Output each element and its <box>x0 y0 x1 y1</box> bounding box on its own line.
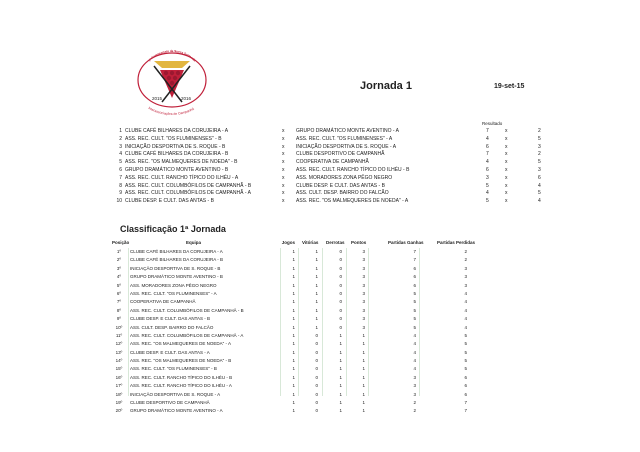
match-home-score: 6 <box>486 143 489 150</box>
match-away-team: CLUBE DESP. E CULT. DAS ANTAS - B <box>296 182 385 189</box>
cell-position: 7º <box>116 299 122 305</box>
cell-pontos: 1 <box>362 383 365 389</box>
cell-perdidas: 6 <box>464 383 467 389</box>
match-number: 3 <box>119 143 122 150</box>
match-score-separator: x <box>505 128 508 134</box>
cell-position: 13º <box>115 349 123 355</box>
cell-ganhas: 4 <box>413 358 416 364</box>
cell-perdidas: 5 <box>464 358 467 364</box>
cell-ganhas: 6 <box>413 282 416 288</box>
cell-ganhas: 7 <box>413 249 416 254</box>
cell-derrotas: 0 <box>339 324 342 330</box>
match-versus: x <box>282 182 285 189</box>
cell-vitorias: 0 <box>315 391 318 397</box>
match-away-team: ASS. CULT. DESP. BAIRRO DO FALCÃO <box>296 190 389 197</box>
cell-position: 11º <box>115 332 123 338</box>
cell-derrotas: 0 <box>339 299 342 305</box>
header-perdidas: Partidas Perdidas <box>437 240 476 245</box>
cell-ganhas: 5 <box>413 316 416 322</box>
match-versus: x <box>282 143 285 150</box>
cell-vitorias: 0 <box>315 358 318 364</box>
cell-pontos: 1 <box>362 341 365 347</box>
match-away-team: ASS. REC. CULT. "OS FLUMINENSES" - A <box>296 135 393 142</box>
cell-ganhas: 3 <box>413 374 416 380</box>
cell-jogos: 1 <box>292 249 295 254</box>
cell-team: GRUPO DRAMÁTICO MONTE AVENTINO - A <box>130 408 223 414</box>
cell-vitorias: 1 <box>315 282 318 288</box>
cell-team: CLUBE DESP. E CULT. DAS ANTAS - A <box>130 349 210 355</box>
cell-team: INICIAÇÃO DESPORTIVA DE S. ROQUE - A <box>130 391 221 397</box>
cell-perdidas: 4 <box>464 307 467 313</box>
cell-position: 6º <box>116 290 122 296</box>
cell-ganhas: 5 <box>413 299 416 305</box>
cell-vitorias: 1 <box>315 307 318 313</box>
cell-pontos: 3 <box>362 282 365 288</box>
cell-pontos: 1 <box>362 391 365 397</box>
cell-team: ASS. REC. CULT. RANCHO TÍPICO DO ILHÉU - A <box>130 383 232 389</box>
cell-perdidas: 5 <box>464 341 467 347</box>
match-home-team: CLUBE CAFÉ BILHARES DA CORUJEIRA - B <box>125 151 229 158</box>
match-number: 6 <box>119 167 122 173</box>
cell-derrotas: 1 <box>339 332 342 338</box>
cell-jogos: 1 <box>292 383 295 389</box>
cell-team: ASS. REC. CULT. COLUMBÓFILOS DE CAMPANHÃ - B <box>130 307 244 313</box>
cell-perdidas: 3 <box>464 282 467 288</box>
cell-derrotas: 0 <box>339 265 342 271</box>
cell-jogos: 1 <box>292 299 295 305</box>
match-home-score: 5 <box>486 182 489 189</box>
match-versus: x <box>282 128 285 134</box>
match-score-separator: x <box>505 174 508 181</box>
match-score-separator: x <box>505 182 508 189</box>
cell-pontos: 3 <box>362 299 365 305</box>
column-divider <box>346 248 347 396</box>
cell-pontos: 3 <box>362 274 365 280</box>
match-row <box>0 159 640 166</box>
match-home-score: 4 <box>486 135 489 142</box>
cell-position: 5º <box>116 282 122 288</box>
jornada-date: 19-set-15 <box>494 83 525 90</box>
cell-derrotas: 1 <box>339 391 342 397</box>
match-home-score: 4 <box>486 190 489 197</box>
column-divider <box>298 248 299 396</box>
match-number: 4 <box>119 151 122 158</box>
match-home-score: 7 <box>486 128 489 134</box>
cell-team: CLUBE DESP. E CULT. DAS ANTAS - B <box>130 316 211 322</box>
match-home-team: ASS. REC. CULT. COLUMBÓFILOS DE CAMPANHÃ - B <box>125 182 252 189</box>
logo-top-text: 1º Campeonato da Sueca Sorteada <box>147 48 197 63</box>
cell-pontos: 1 <box>362 358 365 364</box>
match-away-score: 4 <box>538 198 541 205</box>
cell-jogos: 1 <box>292 391 295 397</box>
match-number: 2 <box>119 135 122 142</box>
match-number: 8 <box>119 182 122 189</box>
cell-pontos: 1 <box>362 400 365 406</box>
cell-perdidas: 4 <box>464 324 467 330</box>
cell-position: 4º <box>116 274 122 280</box>
match-home-score: 3 <box>486 174 489 181</box>
cell-pontos: 1 <box>362 332 365 338</box>
match-away-team: INICIAÇÃO DESPORTIVA DE S. ROQUE - A <box>296 143 397 150</box>
match-away-score: 5 <box>538 135 541 142</box>
match-home-team: GRUPO DRAMÁTICO MONTE AVENTINO - B <box>125 167 229 173</box>
match-away-team: ASS. REC. "OS MALMEQUERES DE NOEDA" - A <box>296 198 409 205</box>
cell-perdidas: 5 <box>464 332 467 338</box>
match-away-team: GRUPO DRAMÁTICO MONTE AVENTINO - A <box>296 128 399 134</box>
cell-position: 1º <box>116 249 122 254</box>
cell-jogos: 1 <box>292 366 295 372</box>
cell-pontos: 1 <box>362 366 365 372</box>
cell-team: CLUBE DESPORTIVO DE CAMPANHÃ <box>130 400 210 406</box>
cell-vitorias: 1 <box>315 299 318 305</box>
cell-derrotas: 0 <box>339 307 342 313</box>
match-row <box>0 183 640 190</box>
cell-derrotas: 1 <box>339 374 342 380</box>
page-title: Jornada 1 <box>360 80 412 92</box>
match-away-team: ASS. REC. CULT. RANCHO TÍPICO DO ILHÉU - B <box>296 167 410 173</box>
cell-position: 15º <box>115 366 123 372</box>
cell-derrotas: 0 <box>339 282 342 288</box>
match-row <box>0 128 640 135</box>
cell-derrotas: 1 <box>339 383 342 389</box>
cell-vitorias: 0 <box>315 383 318 389</box>
cell-jogos: 1 <box>292 290 295 296</box>
match-away-team: CLUBE DESPORTIVO DE CAMPANHÃ <box>296 151 385 158</box>
match-versus: x <box>282 159 285 166</box>
cell-pontos: 3 <box>362 265 365 271</box>
header-team: Equipa <box>186 240 202 245</box>
cell-ganhas: 3 <box>413 391 416 397</box>
column-divider <box>128 248 129 396</box>
cell-derrotas: 1 <box>339 400 342 406</box>
match-home-score: 6 <box>486 167 489 173</box>
cell-vitorias: 1 <box>315 257 318 263</box>
cell-position: 14º <box>115 358 123 364</box>
match-away-team: COOPERATIVA DE CAMPANHÃ <box>296 159 369 166</box>
match-versus: x <box>282 135 285 142</box>
cell-ganhas: 2 <box>413 408 416 414</box>
cell-ganhas: 4 <box>413 341 416 347</box>
match-home-team: CLUBE DESP. E CULT. DAS ANTAS - B <box>125 198 214 205</box>
match-number: 7 <box>119 174 122 181</box>
logo-bottom-text: Interassociações de Campanhã <box>147 105 195 116</box>
cell-vitorias: 0 <box>315 349 318 355</box>
cell-jogos: 1 <box>292 332 295 338</box>
cell-vitorias: 0 <box>315 366 318 372</box>
match-home-team: INICIAÇÃO DESPORTIVA DE S. ROQUE - B <box>125 143 226 150</box>
svg-text:1º Campeonato da Sueca Sortead <box>147 49 196 63</box>
logo-year-left: 2015 <box>152 96 163 101</box>
cell-position: 10º <box>115 324 123 330</box>
cell-team: ASS. MORADORES ZONA PÊGO NEGRO <box>130 282 217 288</box>
cell-ganhas: 6 <box>413 265 416 271</box>
match-versus: x <box>282 198 285 205</box>
cell-team: ASS. REC. CULT. "OS FLUMINENSES" - B <box>130 366 217 372</box>
cell-derrotas: 0 <box>339 316 342 322</box>
cell-team: ASS. CULT. DESP. BAIRRO DO FALCÃO <box>130 324 214 330</box>
cell-pontos: 1 <box>362 374 365 380</box>
header-pos: Posição <box>112 240 130 245</box>
match-score-separator: x <box>505 143 508 150</box>
match-away-score: 5 <box>538 190 541 197</box>
cell-position: 16º <box>115 374 123 380</box>
match-row <box>0 144 640 151</box>
match-home-team: ASS. REC. "OS MALMEQUERES DE NOEDA" - B <box>125 159 238 166</box>
match-home-team: ASS. REC. CULT. COLUMBÓFILOS DE CAMPANHÃ - A <box>125 190 251 197</box>
match-score-separator: x <box>505 198 508 205</box>
cell-jogos: 1 <box>292 374 295 380</box>
header-ganhas: Partidas Ganhas <box>388 240 424 245</box>
match-row <box>0 151 640 158</box>
cell-jogos: 1 <box>292 307 295 313</box>
match-row <box>0 175 640 182</box>
column-divider <box>368 248 369 396</box>
column-divider <box>322 248 323 396</box>
cell-jogos: 1 <box>292 358 295 364</box>
match-score-separator: x <box>505 135 508 142</box>
cell-perdidas: 3 <box>464 274 467 280</box>
cell-perdidas: 2 <box>464 249 467 254</box>
column-divider <box>419 248 420 396</box>
cell-perdidas: 6 <box>464 391 467 397</box>
match-number: 9 <box>119 190 122 197</box>
cell-pontos: 1 <box>362 408 365 414</box>
cell-ganhas: 4 <box>413 366 416 372</box>
cell-team: ASS. REC. CULT. RANCHO TÍPICO DO ILHÉU - B <box>130 374 233 380</box>
cell-ganhas: 5 <box>413 324 416 330</box>
header-vitorias: Vitórias <box>302 240 319 245</box>
cell-jogos: 1 <box>292 341 295 347</box>
cell-derrotas: 1 <box>339 349 342 355</box>
match-score-separator: x <box>505 151 508 158</box>
match-home-score: 7 <box>486 151 489 158</box>
cell-ganhas: 5 <box>413 290 416 296</box>
cell-jogos: 1 <box>292 265 295 271</box>
cell-position: 9º <box>116 316 122 322</box>
cell-vitorias: 1 <box>315 249 318 254</box>
cell-derrotas: 0 <box>339 257 342 263</box>
cell-vitorias: 1 <box>315 265 318 271</box>
cell-position: 20º <box>115 408 123 414</box>
cell-jogos: 1 <box>292 408 295 414</box>
match-home-team: ASS. REC. CULT. RANCHO TÍPICO DO ILHÉU - A <box>125 174 239 181</box>
cell-ganhas: 2 <box>413 400 416 406</box>
cell-team: CLUBE CAFÉ BILHARES DA CORUJEIRA - A <box>130 249 223 254</box>
match-home-score: 5 <box>486 198 489 205</box>
match-versus: x <box>282 151 285 158</box>
cell-team: COOPERATIVA DE CAMPANHÃ <box>130 299 196 305</box>
cell-pontos: 3 <box>362 307 365 313</box>
header-jogos: Jogos <box>281 240 295 245</box>
header-derrotas: Derrotas <box>326 240 345 245</box>
match-row <box>0 167 640 174</box>
match-row <box>0 198 640 205</box>
cell-pontos: 1 <box>362 349 365 355</box>
match-away-score: 3 <box>538 167 541 173</box>
cell-jogos: 1 <box>292 316 295 322</box>
cell-perdidas: 2 <box>464 257 467 263</box>
match-home-team: ASS. REC. CULT. "OS FLUMINENSES" - B <box>125 135 222 142</box>
match-score-separator: x <box>505 167 508 173</box>
cell-derrotas: 0 <box>339 249 342 254</box>
cell-vitorias: 1 <box>315 274 318 280</box>
match-number: 1 <box>119 128 122 134</box>
cell-jogos: 1 <box>292 274 295 280</box>
cell-position: 19º <box>115 400 123 406</box>
cell-team: CLUBE CAFÉ BILHARES DA CORUJEIRA - B <box>130 257 224 263</box>
cell-vitorias: 1 <box>315 290 318 296</box>
match-home-team: CLUBE CAFÉ BILHARES DA CORUJEIRA - A <box>125 128 229 134</box>
match-versus: x <box>282 190 285 197</box>
cell-ganhas: 5 <box>413 307 416 313</box>
match-score-separator: x <box>505 159 508 166</box>
match-home-score: 4 <box>486 159 489 166</box>
match-away-score: 2 <box>538 128 541 134</box>
match-away-score: 4 <box>538 182 541 189</box>
match-row <box>0 136 640 143</box>
match-away-score: 3 <box>538 143 541 150</box>
match-row <box>0 190 640 197</box>
match-versus: x <box>282 174 285 181</box>
cell-vitorias: 1 <box>315 324 318 330</box>
match-number: 10 <box>116 198 122 205</box>
cell-pontos: 3 <box>362 324 365 330</box>
cell-perdidas: 6 <box>464 374 467 380</box>
cell-vitorias: 0 <box>315 374 318 380</box>
cell-jogos: 1 <box>292 349 295 355</box>
match-versus: x <box>282 167 285 173</box>
cell-perdidas: 5 <box>464 366 467 372</box>
cell-pontos: 3 <box>362 249 365 254</box>
match-away-team: ASS. MORADORES ZONA PÊGO NEGRO <box>296 174 393 181</box>
cell-perdidas: 7 <box>464 408 467 414</box>
cell-vitorias: 0 <box>315 332 318 338</box>
cell-vitorias: 0 <box>315 400 318 406</box>
cell-pontos: 3 <box>362 257 365 263</box>
cell-derrotas: 1 <box>339 341 342 347</box>
cell-derrotas: 1 <box>339 408 342 414</box>
cell-ganhas: 7 <box>413 257 416 263</box>
cell-pontos: 3 <box>362 290 365 296</box>
cell-perdidas: 3 <box>464 265 467 271</box>
cell-ganhas: 4 <box>413 332 416 338</box>
cell-perdidas: 4 <box>464 290 467 296</box>
header-pontos: Pontos <box>351 240 367 245</box>
classification-title: Classificação 1ª Jornada <box>120 224 226 234</box>
column-divider <box>280 248 281 396</box>
match-score-separator: x <box>505 190 508 197</box>
cell-team: ASS. REC. "OS MALMEQUERES DE NOEDA" - A <box>130 341 231 347</box>
cell-vitorias: 0 <box>315 341 318 347</box>
cell-derrotas: 0 <box>339 290 342 296</box>
cell-jogos: 1 <box>292 400 295 406</box>
cell-vitorias: 1 <box>315 316 318 322</box>
cell-ganhas: 3 <box>413 383 416 389</box>
cell-position: 2º <box>116 257 122 263</box>
cell-position: 12º <box>115 341 123 347</box>
cell-team: GRUPO DRAMÁTICO MONTE AVENTINO - B <box>130 274 223 280</box>
cell-perdidas: 7 <box>464 400 467 406</box>
cell-ganhas: 4 <box>413 349 416 355</box>
logo-banner <box>154 61 190 68</box>
cell-perdidas: 5 <box>464 349 467 355</box>
cell-position: 17º <box>115 383 123 389</box>
cell-team: ASS. REC. "OS MALMEQUERES DE NOEDA" - B <box>130 358 232 364</box>
cell-team: ASS. REC. CULT. COLUMBÓFILOS DE CAMPANHÃ - A <box>130 332 244 338</box>
cell-derrotas: 0 <box>339 274 342 280</box>
cell-pontos: 3 <box>362 316 365 322</box>
cell-team: ASS. REC. CULT. "OS FLUMINENSES" - A <box>130 290 217 296</box>
cell-position: 18º <box>115 391 123 397</box>
match-away-score: 6 <box>538 174 541 181</box>
cell-derrotas: 1 <box>339 358 342 364</box>
cell-perdidas: 4 <box>464 316 467 322</box>
cell-position: 3º <box>116 265 122 271</box>
championship-logo <box>124 46 220 116</box>
cell-jogos: 1 <box>292 282 295 288</box>
resultado-label: Resultado <box>482 121 503 126</box>
match-number: 5 <box>119 159 122 166</box>
cell-perdidas: 4 <box>464 299 467 305</box>
cell-jogos: 1 <box>292 324 295 330</box>
match-away-score: 5 <box>538 159 541 166</box>
match-away-score: 2 <box>538 151 541 158</box>
cell-derrotas: 1 <box>339 366 342 372</box>
cell-team: INICIAÇÃO DESPORTIVA DE S. ROQUE - B <box>130 265 221 271</box>
cell-jogos: 1 <box>292 257 295 263</box>
cell-position: 8º <box>116 307 122 313</box>
cell-vitorias: 0 <box>315 408 318 414</box>
cell-ganhas: 6 <box>413 274 416 280</box>
logo-year-right: 2016 <box>181 96 192 101</box>
